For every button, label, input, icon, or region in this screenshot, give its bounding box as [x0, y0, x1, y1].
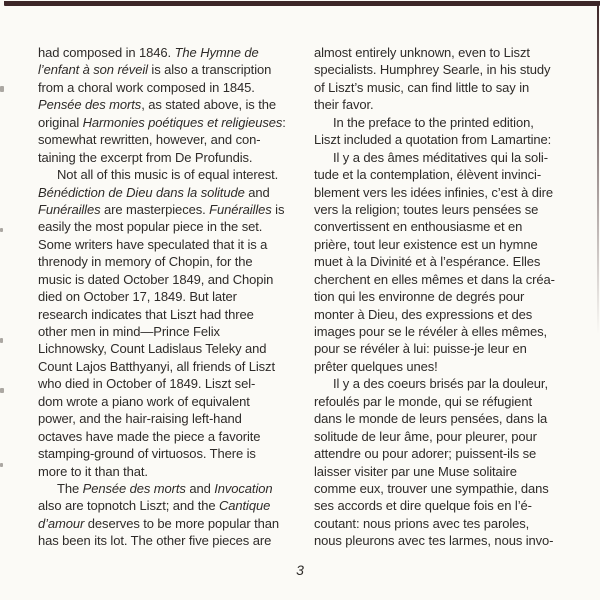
text-segment: Not all of this music is of equal interest. [57, 167, 279, 183]
text-line [314, 393, 586, 410]
text-line [314, 306, 586, 323]
italic-text-segment: Pensée des morts [38, 97, 142, 113]
text-segment: died on October 17, 1849. But later [38, 289, 237, 305]
text-segment: threnody in memory of Chopin, for the [38, 254, 253, 270]
text-segment: is [271, 201, 285, 217]
text-segment: music is dated October 1849, and Chopin [38, 271, 274, 287]
text-segment: taining the excerpt from De Profundis. [38, 149, 253, 165]
text-line [314, 166, 586, 183]
text-line [314, 79, 586, 96]
italic-text-segment: Invocation [214, 480, 273, 496]
text-line [314, 149, 586, 166]
text-line [314, 61, 586, 78]
text-line [38, 480, 310, 497]
text-line [314, 288, 586, 305]
scan-edge-top-bar [4, 1, 600, 6]
text-segment: also are topnotch Liszt; and the [38, 498, 219, 514]
italic-text-segment: Funérailles [38, 201, 101, 217]
text-line [314, 463, 586, 480]
italic-text-segment: Cantique [219, 498, 271, 514]
italic-text-segment: Pensée des morts [82, 480, 186, 496]
italic-text-segment: Bénédiction de Dieu dans la solitude [38, 184, 245, 200]
text-line [38, 236, 310, 253]
scan-edge-right-line [597, 4, 599, 334]
text-segment: Liszt included a quotation from Lamartine: [314, 132, 552, 148]
text-segment: from a choral work composed in 1845. [38, 79, 255, 95]
text-line [38, 149, 310, 166]
text-segment: their favor. [314, 97, 374, 113]
text-segment: original [38, 114, 83, 130]
scan-artifact [0, 228, 3, 232]
text-column-right [314, 44, 586, 550]
text-segment: more to it than that. [38, 463, 148, 479]
text-line [314, 131, 586, 148]
text-line [38, 497, 310, 514]
text-line [314, 515, 586, 532]
text-line [38, 271, 310, 288]
text-segment: dom wrote a piano work of equivalent [38, 393, 250, 409]
text-line [38, 463, 310, 480]
text-line [314, 497, 586, 514]
text-line [314, 428, 586, 445]
text-line [314, 375, 586, 392]
italic-text-segment: d’amour [38, 515, 85, 531]
scan-artifact [0, 463, 3, 467]
text-segment: Some writers have speculated that it is a [38, 236, 268, 252]
text-line [38, 445, 310, 462]
text-segment: In the preface to the printed edition, [333, 114, 534, 130]
text-line [38, 201, 310, 218]
text-segment: attendre ou pour adorer; puissent-ils se [314, 446, 537, 462]
text-line [38, 306, 310, 323]
text-line [38, 166, 310, 183]
italic-text-segment: Funérailles [209, 201, 272, 217]
text-segment: prière, tout leur existence est un hymne [314, 236, 538, 252]
text-segment: coutant: nous prions avec tes paroles, [314, 515, 530, 531]
text-column-left [38, 44, 310, 550]
text-segment: The [57, 480, 83, 496]
text-line [314, 323, 586, 340]
text-segment: easily the most popular piece in the set. [38, 219, 263, 235]
text-segment: had composed in 1846. [38, 45, 175, 60]
text-segment: pour se révéler à lui: puisse-je leur en [314, 341, 527, 357]
text-line [38, 323, 310, 340]
text-segment: vers la religion; toutes leurs pensées se [314, 201, 539, 217]
text-segment: prêter quelques unes! [314, 358, 438, 374]
text-segment: muet à la Divinité et à l’espérance. Elles [314, 254, 541, 270]
text-line [314, 44, 586, 61]
text-line [314, 358, 586, 375]
text-line [38, 61, 310, 78]
text-segment: research indicates that Liszt had three [38, 306, 254, 322]
text-segment: other men in mind—Prince Felix [38, 324, 220, 339]
text-line [38, 96, 310, 113]
text-line [314, 532, 586, 549]
text-segment: deserves to be more popular than [84, 515, 279, 531]
text-segment: stamping-ground of virtuosos. There is [38, 446, 256, 462]
text-segment: blement vers les idées infinies, c’est à dire [314, 184, 554, 200]
text-segment: dans le monde de leurs pensées, dans la [314, 411, 548, 427]
text-segment: solitude de leur âme, pour pleurer, pour [314, 428, 537, 444]
text-segment: convertissent en enthousiasme et en [314, 219, 523, 235]
text-segment: has been its lot. The other five pieces are [38, 533, 272, 549]
italic-text-segment: l’enfant à son réveil [38, 62, 148, 78]
text-line [314, 114, 586, 131]
text-line [314, 410, 586, 427]
text-segment: almost entirely unknown, even to Liszt [314, 45, 530, 60]
text-line [38, 532, 310, 549]
text-line [38, 288, 310, 305]
text-segment: power, and the hair-raising left-hand [38, 411, 242, 427]
text-segment: and [244, 184, 270, 200]
text-line [38, 218, 310, 235]
text-segment: is also a transcription [147, 62, 272, 78]
text-segment: ses accords et dire quelque fois en l’é- [314, 498, 532, 514]
text-segment: octaves have made the piece a favorite [38, 428, 261, 444]
text-segment: images pour se le révéler à elles mêmes, [314, 324, 547, 339]
text-line [38, 428, 310, 445]
text-line [38, 358, 310, 375]
text-line [38, 515, 310, 532]
text-line [38, 393, 310, 410]
text-segment: are masterpieces. [100, 201, 210, 217]
text-segment: specialists. Humphrey Searle, in his study [314, 62, 551, 78]
text-line [38, 79, 310, 96]
text-segment: of Liszt’s music, can find little to say in [314, 79, 530, 95]
text-segment: Count Lajos Batthyanyi, all friends of Liszt [38, 358, 275, 374]
text-line [314, 201, 586, 218]
text-line [38, 44, 310, 61]
scan-artifact [0, 86, 4, 92]
page-number: 3 [296, 562, 304, 578]
text-line [38, 114, 310, 131]
text-segment: nous pleurons avec tes larmes, nous invo- [314, 533, 554, 549]
text-segment: cherchent en elles mêmes et dans la créa- [314, 271, 555, 287]
text-segment: , as stated above, is the [141, 97, 276, 113]
text-line [38, 410, 310, 427]
text-segment: tude et la contemplation, élèvent invinci- [314, 167, 542, 183]
text-segment: tion qui les environne de degrés pour [314, 289, 525, 305]
text-segment: Il y a des coeurs brisés par la douleur, [333, 376, 548, 392]
text-segment: comme eux, trouver une sympathie, dans [314, 480, 549, 496]
text-line [38, 340, 310, 357]
text-line [314, 96, 586, 113]
scan-artifact [0, 338, 3, 343]
text-line [314, 271, 586, 288]
text-line [314, 253, 586, 270]
text-segment: : [282, 114, 286, 130]
text-segment: laisser visiter par une Muse solitaire [314, 463, 517, 479]
text-line [314, 445, 586, 462]
text-line [38, 375, 310, 392]
text-segment: Il y a des âmes méditatives qui la soli- [333, 149, 548, 165]
text-segment: monter à Dieu, des expressions et des [314, 306, 533, 322]
text-line [314, 480, 586, 497]
text-line [314, 184, 586, 201]
text-segment: who died in October of 1849. Liszt sel- [38, 376, 256, 392]
scan-artifact [0, 388, 4, 393]
text-segment: refoulés par le monde, qui se réfugient [314, 393, 532, 409]
text-line [314, 340, 586, 357]
text-segment: somewhat rewritten, however, and con- [38, 132, 261, 148]
text-line [38, 131, 310, 148]
text-line [38, 184, 310, 201]
text-line [38, 253, 310, 270]
text-segment: and [185, 480, 215, 496]
text-line [314, 236, 586, 253]
text-segment: Lichnowsky, Count Ladislaus Teleky and [38, 341, 267, 357]
italic-text-segment: The Hymne de [174, 45, 259, 60]
italic-text-segment: Harmonies poétiques et religieuses [82, 114, 283, 130]
text-line [314, 218, 586, 235]
